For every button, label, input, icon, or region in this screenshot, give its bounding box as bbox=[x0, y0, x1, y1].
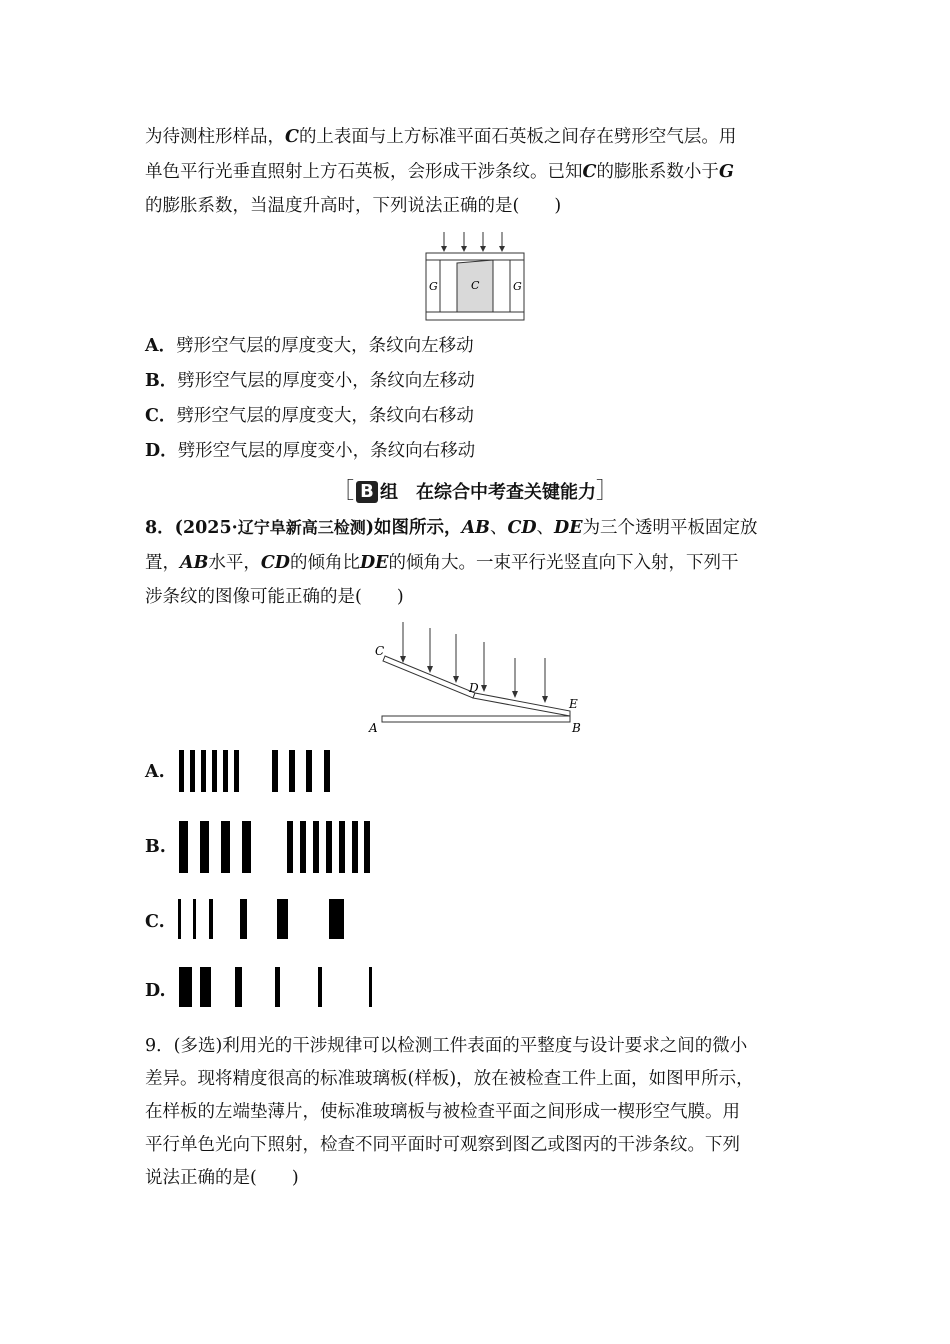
q8-stem bbox=[145, 511, 815, 615]
q9-line-2: 差异。现将精度很高的标准玻璃板(样板)，放在被检查工件上面，如图甲所示， bbox=[145, 1069, 754, 1089]
q7-option-d[interactable]: D．劈形空气层的厚度变小，条纹向右移动 bbox=[145, 441, 476, 461]
q8-label-a: A bbox=[369, 721, 378, 735]
q9-line-3: 在样板的左端垫薄片，使标准玻璃板与被检查平面之间形成一楔形空气膜。用 bbox=[145, 1102, 740, 1122]
q7-label-g-left: G bbox=[429, 280, 438, 293]
q8-line-1: 8．(2025·辽宁阜新高三检测)如图所示，AB、CD、DE为三个透明平板固定放 bbox=[145, 518, 758, 538]
q8-label-b: B bbox=[572, 721, 581, 735]
q7-label-g-right: G bbox=[513, 280, 522, 293]
q8-option-a-label[interactable]: A. bbox=[145, 762, 165, 782]
q8-option-c-fringes[interactable] bbox=[175, 896, 355, 942]
q7-option-b[interactable]: B．劈形空气层的厚度变小，条纹向左移动 bbox=[145, 371, 475, 391]
q8-option-d-label[interactable]: D. bbox=[145, 981, 166, 1001]
q8-label-d: D bbox=[469, 681, 479, 695]
q7-label-c: C bbox=[471, 279, 480, 292]
q9-line-4: 平行单色光向下照射，检查不同平面时可观察到图乙或图丙的干涉条纹。下列 bbox=[145, 1135, 740, 1155]
q8-line-2: 置，AB水平，CD的倾角比DE的倾角大。一束平行光竖直向下入射，下列干 bbox=[145, 552, 739, 573]
q9-stem bbox=[145, 1030, 815, 1195]
q8-option-c-label[interactable]: C. bbox=[145, 912, 165, 932]
q8-option-b-label[interactable]: B. bbox=[145, 837, 166, 857]
q9-line-1: 9．(多选)利用光的干涉规律可以检测工件表面的平整度与设计要求之间的微小 bbox=[145, 1036, 748, 1056]
q7-option-a[interactable]: A．劈形空气层的厚度变大，条纹向左移动 bbox=[145, 336, 474, 356]
q8-line-3: 涉条纹的图像可能正确的是( ) bbox=[145, 587, 404, 607]
q7-figure bbox=[420, 226, 530, 324]
q7-option-c[interactable]: C．劈形空气层的厚度变大，条纹向右移动 bbox=[145, 406, 474, 426]
q7-line-1: 为待测柱形样品，C的上表面与上方标准平面石英板之间存在劈形空气层。用 bbox=[145, 127, 737, 147]
q8-label-e: E bbox=[569, 697, 578, 711]
q8-label-c: C bbox=[375, 644, 385, 658]
q8-option-d-fringes[interactable] bbox=[175, 964, 385, 1010]
section-letter-badge: B bbox=[356, 481, 378, 503]
q8-option-b-fringes[interactable] bbox=[175, 818, 375, 874]
q8-option-a-fringes[interactable] bbox=[175, 748, 345, 794]
q7-line-3: 的膨胀系数，当温度升高时，下列说法正确的是( ) bbox=[145, 196, 562, 216]
q9-line-5: 说法正确的是( ) bbox=[145, 1168, 299, 1188]
q8-figure bbox=[365, 614, 595, 738]
q7-stem bbox=[145, 120, 815, 224]
section-heading: ［ B 组 在综合中考查关键能力］ bbox=[331, 479, 619, 504]
q7-line-2: 单色平行光垂直照射上方石英板，会形成干涉条纹。已知C的膨胀系数小于G bbox=[145, 161, 734, 182]
